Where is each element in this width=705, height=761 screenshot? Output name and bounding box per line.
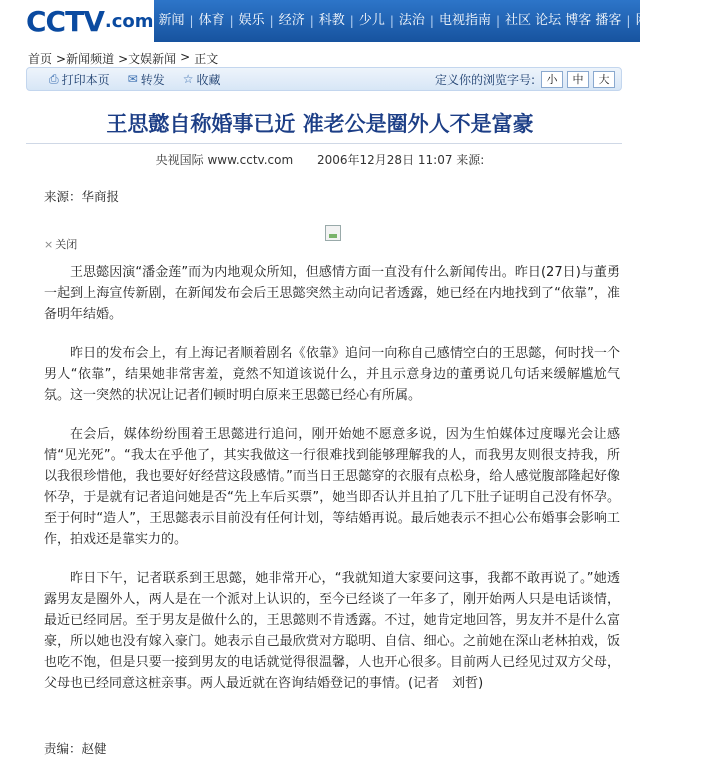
breadcrumb-current: 正文 (194, 52, 219, 66)
close-icon: × (44, 238, 54, 251)
article-toolbar (26, 67, 622, 91)
forward-button[interactable] (128, 71, 165, 88)
nav-law[interactable]: 法治 (398, 13, 425, 28)
breadcrumb-news[interactable]: >新闻频道 (56, 52, 115, 66)
nav-news[interactable]: 新闻 (158, 13, 185, 28)
nav-sports[interactable]: 体育 (198, 13, 225, 28)
paragraph: 王思懿因演“潘金莲”而为内地观众所知，但感情方面一直没有什么新闻传出。昨日(27日)与董勇一起到上海宣传新剧，在新闻发布会后王思懿突然主动向记者透露，她已经在内地找到了“依靠”，准备明年结婚。 (44, 265, 620, 322)
star-icon: ☆ (182, 72, 194, 86)
cctv-logo[interactable] (0, 0, 154, 42)
breadcrumb-home[interactable]: 首页 (28, 52, 53, 66)
font-medium-button[interactable]: 中 (567, 71, 589, 88)
title-divider (26, 143, 622, 144)
site-header (0, 0, 701, 42)
nav-kids[interactable]: 少儿 (358, 13, 385, 28)
forward-label: 转发 (140, 72, 165, 87)
nav-tv-guide[interactable]: 电视指南 (438, 13, 491, 28)
font-size-label: 定义你的浏览字号: (434, 72, 535, 87)
breadcrumb (28, 50, 218, 67)
source-line: 来源：华商报 (44, 189, 120, 204)
logo-suffix: .com (104, 10, 154, 32)
envelope-icon: ✉ (127, 72, 138, 86)
font-small-button[interactable]: 小 (541, 71, 563, 88)
print-button[interactable] (49, 71, 110, 88)
nav-science[interactable]: 科教 (318, 13, 345, 28)
paragraph: 昨日的发布会上，有上海记者顺着剧名《依靠》追问一向称自己感情空白的王思懿，何时找一个男人“依靠”，结果她非常害羞，竟然不知道该说什么，并且示意身边的董勇说几句话来缓解尴尬气氛。这一突然的状况让记者们顿时明白原来王思懿已经心有所属。 (44, 346, 620, 403)
nav-web-tv[interactable]: 网络电视直 (635, 13, 701, 28)
top-nav: 新闻 | 体育 | 娱乐 | 经济 | 科教 | 少儿 | 法治 | 电视指南 | 社区 论坛 博客 播客 | 网络电视直 (154, 0, 705, 42)
print-label: 打印本页 (61, 72, 110, 87)
meta-time: 2006年12月28日 11:07 来源: (316, 153, 485, 167)
close-link[interactable] (44, 236, 77, 252)
favorite-label: 收藏 (196, 72, 221, 87)
nav-community[interactable]: 社区 论坛 博客 播客 (505, 13, 622, 28)
editor-line: 责编：赵健 (44, 741, 107, 756)
logo-text: CCTV (26, 4, 104, 38)
article-title: 王思懿自称婚事已近 准老公是圈外人不是富豪 (106, 112, 534, 136)
breadcrumb-sep: > (180, 50, 191, 64)
breadcrumb-ent-news[interactable]: >文娱新闻 (118, 52, 177, 66)
broken-image-icon (325, 225, 341, 241)
article-body (44, 262, 620, 712)
nav-entertainment[interactable]: 娱乐 (238, 13, 265, 28)
nav-economy[interactable]: 经济 (278, 13, 305, 28)
article-meta (0, 151, 640, 168)
favorite-button[interactable] (183, 71, 221, 88)
printer-icon: ⎙ (49, 71, 59, 86)
paragraph: 在会后，媒体纷纷围着王思懿进行追问，刚开始她不愿意多说，因为生怕媒体过度曝光会让感情“见光死”。“我太在乎他了，其实我做这一行很难找到能够理解我的人，而我男友则很支持我，所以我很珍惜他，我也要好好经营这段感情。”而当日王思懿穿的衣服有点松身，给人感觉腹部隆起好像怀孕，于是就有记者追问她是否“先上车后买票”，她当即否认并且拍了几下肚子证明自己没有怀孕。至于何时“造人”，王思懿表示目前没有任何计划，等结婚再说。最后她表示不担心公布婚事会影响工作，拍戏还是靠实力的。 (44, 427, 620, 547)
meta-source: 央视国际 www.cctv.com (155, 153, 294, 167)
close-label: 关闭 (55, 238, 78, 251)
font-large-button[interactable]: 大 (593, 71, 615, 88)
paragraph: 昨日下午，记者联系到王思懿，她非常开心，“我就知道大家要问这事，我都不敢再说了。”她透露男友是圈外人，两人是在一个派对上认识的，至今已经谈了一年多了，刚开始两人只是电话谈情，最近已经同居。至于男友是做什么的，王思懿则不肯透露。不过，她肯定地回答，男友并不是什么富豪，所以她也没有嫁入豪门。她表示自己最欣赏对方聪明、自信、细心。之前她在深山老林拍戏，饭也吃不饱，但是只要一接到男友的电话就觉得很温馨，人也开心很多。目前两人已经见过双方父母，父母也已经同意这桩亲事。两人最近就在咨询结婚登记的事情。(记者 刘哲) (44, 571, 620, 691)
